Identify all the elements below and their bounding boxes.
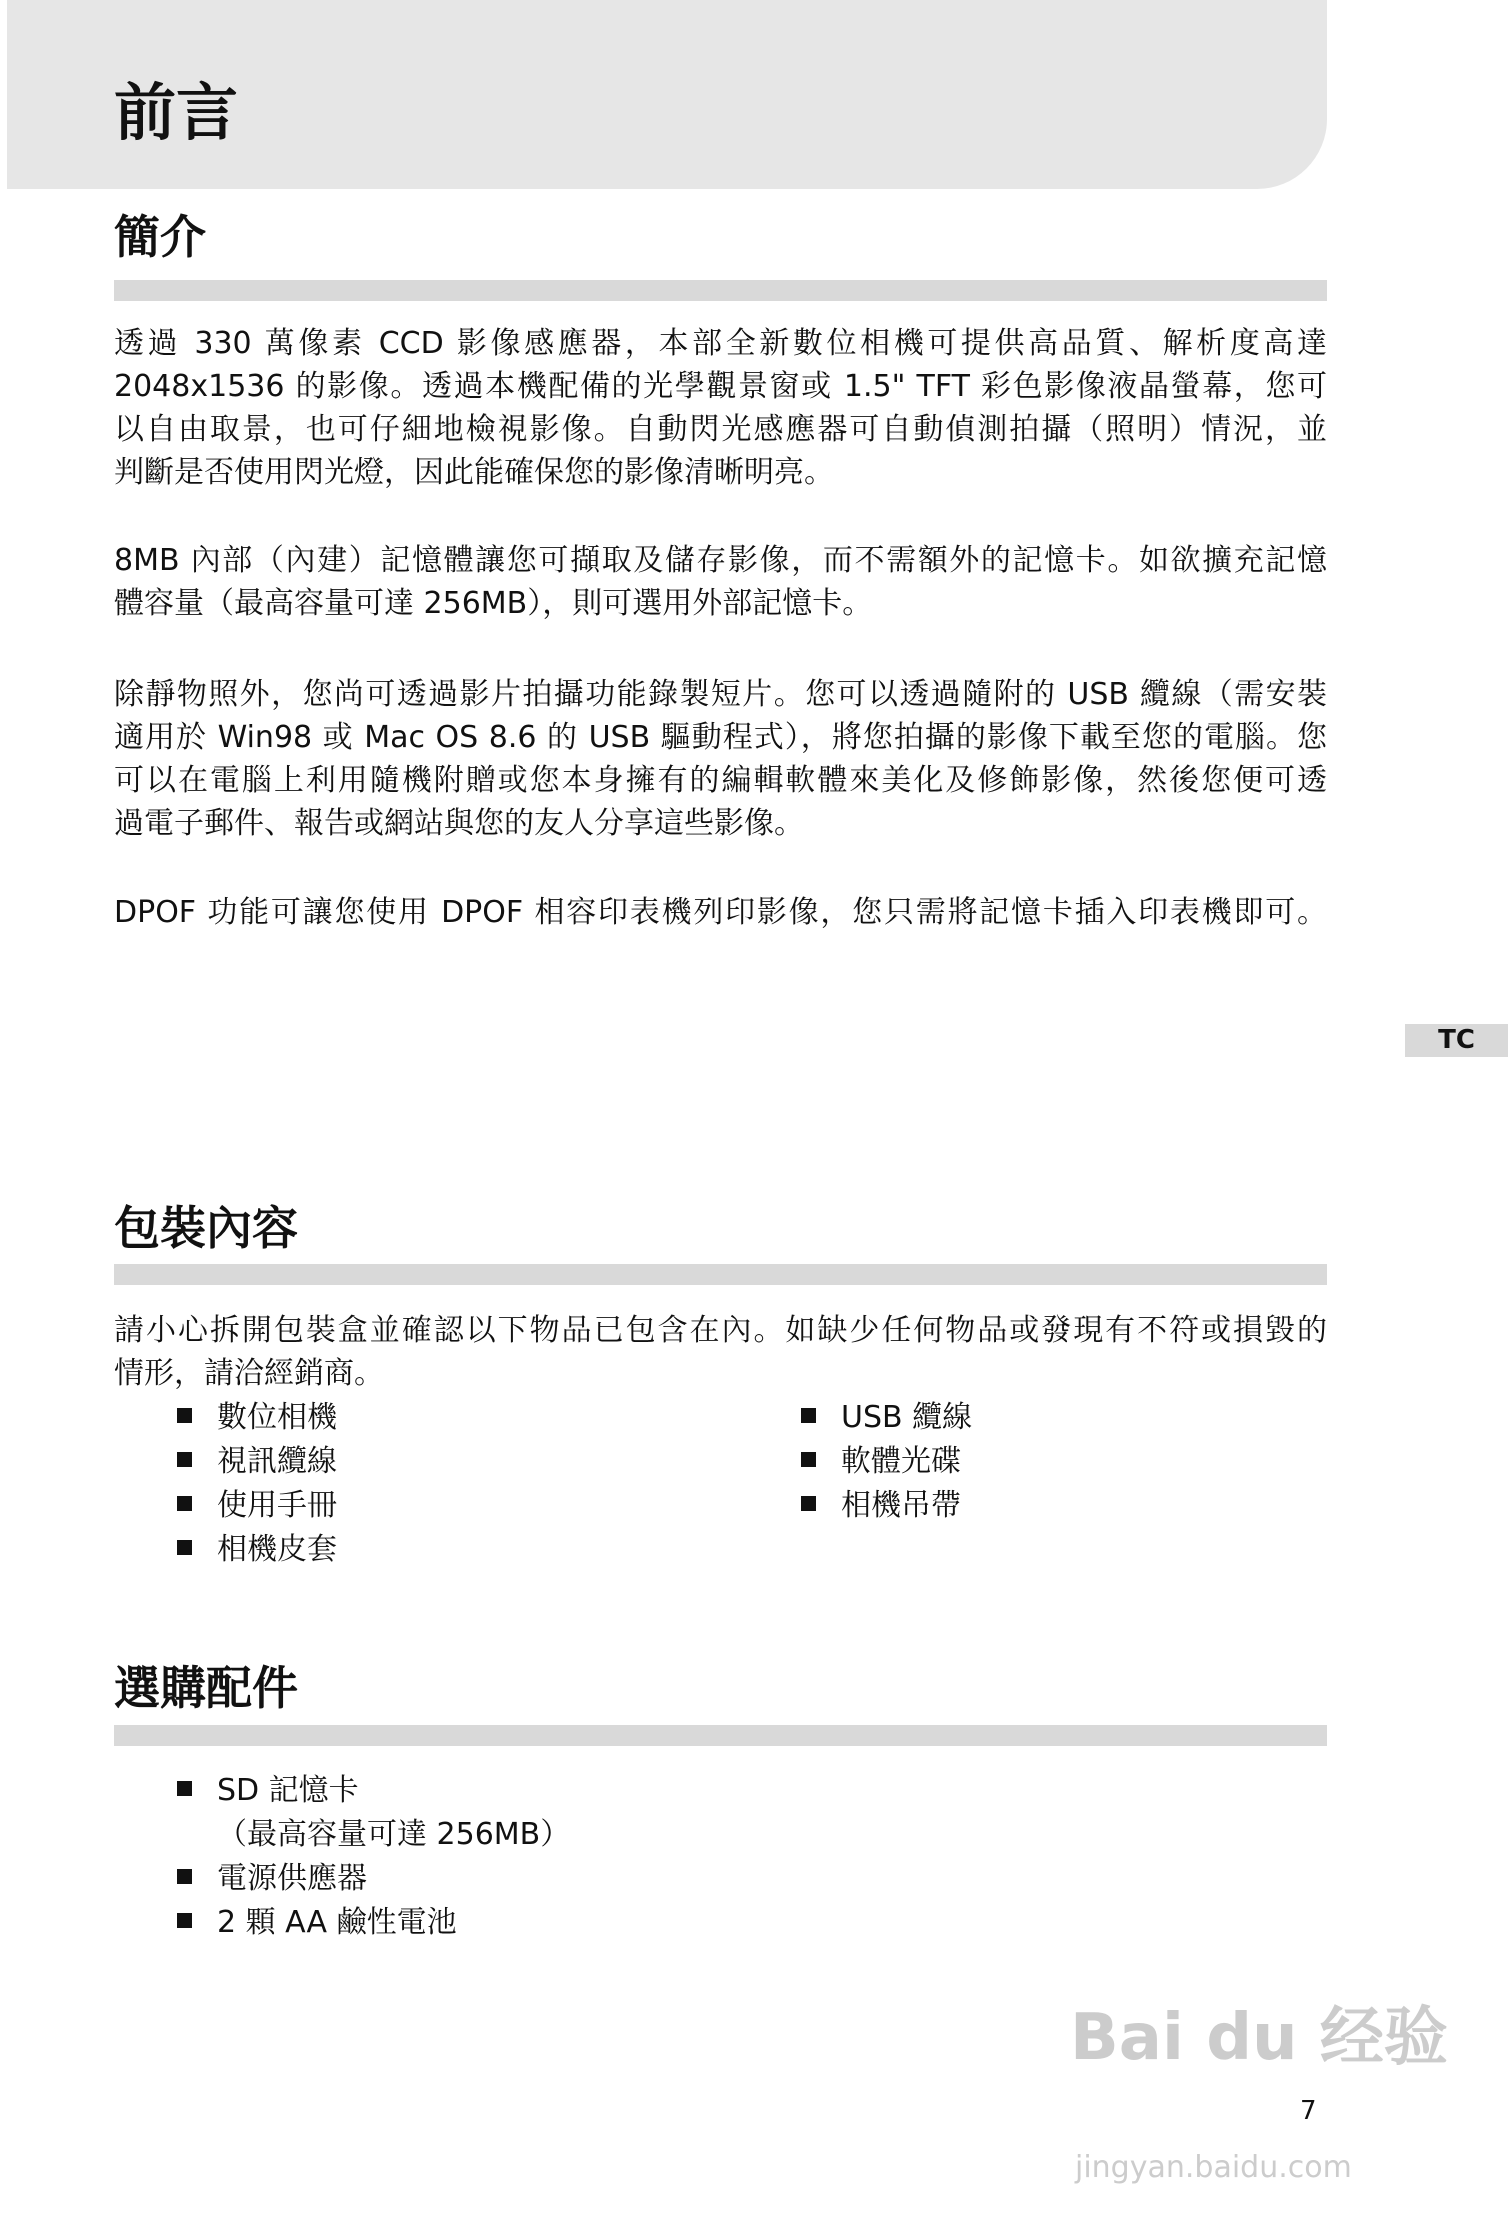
bullet-icon [801, 1408, 816, 1423]
accessories-heading: 選購配件 [114, 1661, 298, 1715]
text-line: 2048x1536 的影像。透過本機配備的光學觀景窗或 1.5" TFT 彩色影像液晶螢幕，您可 [114, 369, 1327, 404]
section-divider [114, 1264, 1327, 1285]
list-item-note: （最高容量可達 256MB） [217, 1817, 571, 1852]
bullet-icon [177, 1869, 192, 1884]
item-label: 2 顆 AA 鹼性電池 [217, 1905, 457, 1940]
text-line: 過電子郵件、報告或網站與您的友人分享這些影像。 [114, 806, 804, 841]
item-label: USB 纜線 [841, 1400, 973, 1435]
page-number: 7 [1300, 2096, 1317, 2126]
package-paragraph [114, 1309, 1327, 1395]
item-label: 軟體光碟 [841, 1444, 961, 1479]
watermark-logo: Bai du 经验 [1070, 2001, 1448, 2075]
text-line: 情形，請洽經銷商。 [114, 1356, 384, 1391]
text-line: 除靜物照外，您尚可透過影片拍攝功能錄製短片。您可以透過隨附的 USB 纜線（需安裝 [114, 677, 1327, 712]
bullet-icon [177, 1408, 192, 1423]
language-tab: TC [1405, 1024, 1508, 1057]
list-item [177, 1484, 337, 1528]
text-line: 可以在電腦上利用隨機附贈或您本身擁有的編輯軟體來美化及修飾影像，然後您便可透 [114, 763, 1327, 798]
text-line: 判斷是否使用閃光燈，因此能確保您的影像清晰明亮。 [114, 455, 834, 490]
list-item [177, 1528, 337, 1572]
item-label: 電源供應器 [217, 1861, 367, 1896]
list-item [177, 1901, 457, 1945]
page-title: 前言 [114, 76, 239, 149]
bullet-icon [177, 1452, 192, 1467]
list-item [177, 1857, 367, 1901]
bullet-icon [177, 1496, 192, 1511]
list-item [801, 1396, 972, 1440]
text-line: DPOF 功能可讓您使用 DPOF 相容印表機列印影像，您只需將記憶卡插入印表機即可。 [114, 895, 1327, 930]
list-item [801, 1484, 961, 1528]
list-item [177, 1440, 337, 1484]
list-item [177, 1769, 359, 1813]
text-line: 以自由取景，也可仔細地檢視影像。自動閃光感應器可自動偵測拍攝（照明）情況，並 [114, 412, 1327, 447]
text-line: 請小心拆開包裝盒並確認以下物品已包含在內。如缺少任何物品或發現有不符或損毀的 [114, 1313, 1327, 1348]
section-divider [114, 1725, 1327, 1746]
intro-heading: 簡介 [114, 210, 206, 264]
text-line: 8MB 內部（內建）記憶體讓您可擷取及儲存影像，而不需額外的記憶卡。如欲擴充記憶 [114, 543, 1327, 578]
item-label: 相機皮套 [217, 1532, 337, 1567]
item-label: 使用手冊 [217, 1488, 337, 1523]
bullet-icon [801, 1452, 816, 1467]
section-divider [114, 280, 1327, 301]
text-line: 透過 330 萬像素 CCD 影像感應器，本部全新數位相機可提供高品質、解析度高達 [114, 326, 1327, 361]
text-line: 體容量（最高容量可達 256MB），則可選用外部記憶卡。 [114, 586, 873, 621]
bullet-icon [177, 1540, 192, 1555]
item-label: SD 記憶卡 [217, 1773, 359, 1808]
intro-paragraph-2 [114, 539, 1327, 625]
list-item [801, 1440, 961, 1484]
text-line: 適用於 Win98 或 Mac OS 8.6 的 USB 驅動程式），將您拍攝的影像下載至您的電腦。您 [114, 720, 1327, 755]
item-label: 相機吊帶 [841, 1488, 961, 1523]
item-label: 數位相機 [217, 1400, 337, 1435]
watermark-url: jingyan.baidu.com [1075, 2150, 1352, 2185]
bullet-icon [177, 1781, 192, 1796]
intro-paragraph-4 [114, 891, 1327, 934]
list-item [177, 1396, 337, 1440]
intro-paragraph-1 [114, 322, 1327, 494]
package-heading: 包裝內容 [114, 1201, 298, 1255]
bullet-icon [177, 1913, 192, 1928]
bullet-icon [801, 1496, 816, 1511]
intro-paragraph-3 [114, 673, 1327, 845]
item-label: 視訊纜線 [217, 1444, 337, 1479]
